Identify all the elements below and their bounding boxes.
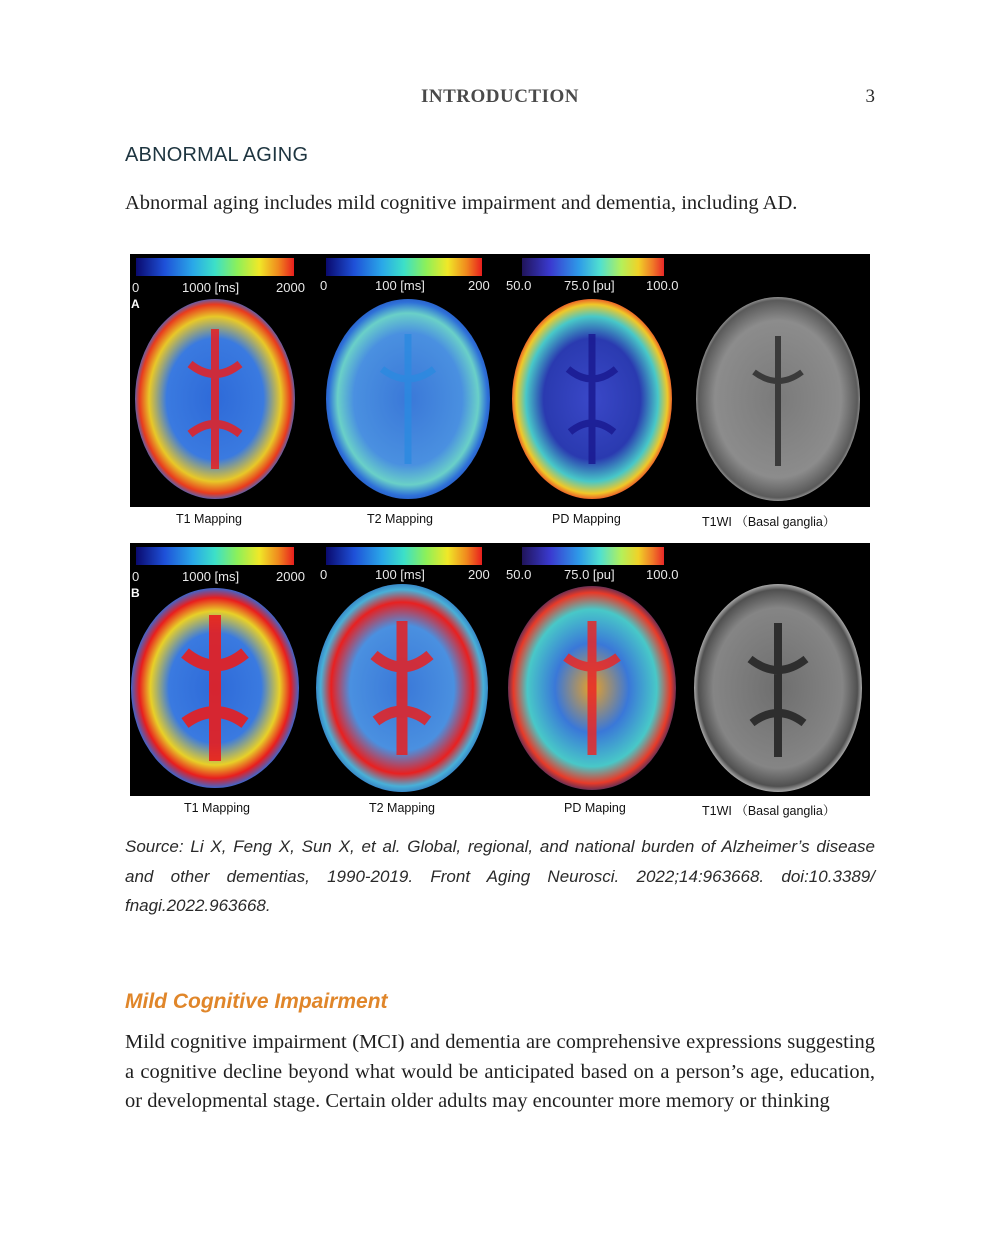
scale-pd-min: 50.0	[506, 278, 532, 293]
scale-b-t2-max: 200	[468, 567, 490, 582]
scale-t2-min: 0	[320, 278, 328, 293]
figure-panel-b	[130, 543, 870, 796]
scale-pd-mid: 75.0 [pu]	[564, 278, 615, 293]
subsection-heading: Mild Cognitive Impairment	[125, 990, 388, 1013]
colorbar-pd	[522, 258, 664, 276]
scale-t1-min: 0	[132, 280, 140, 295]
scale-b-pd-min: 50.0	[506, 567, 532, 582]
caption-b-pd: PD Maping	[564, 801, 626, 815]
scale-b-pd-max: 100.0	[646, 567, 679, 582]
scale-t1-mid: 1000 [ms]	[182, 280, 240, 295]
scale-pd-max: 100.0	[646, 278, 679, 293]
scale-b-t2-min: 0	[320, 567, 328, 582]
panel-letter-b: B	[131, 586, 140, 600]
running-title: INTRODUCTION	[420, 86, 580, 107]
page-number: 3	[865, 86, 875, 107]
scale-t2-mid: 100 [ms]	[375, 278, 425, 293]
caption-a-t1: T1 Mapping	[176, 512, 243, 526]
running-header	[0, 86, 1000, 112]
panel-a-graphic	[130, 254, 870, 507]
caption-b-t1: T1 Mapping	[184, 801, 251, 815]
caption-b-t2: T2 Mapping	[369, 801, 436, 815]
panel-b-graphic	[130, 543, 870, 796]
caption-b-t1wi: T1WI （Basal ganglia）	[702, 804, 836, 818]
figure-source-citation: Source: Li X, Feng X, Sun X, et al. Global, regional, and national burden of Alzheimer’s disease and other dementias, 1990-2019. Front Aging Neurosci. 2022;14:963668. doi:10.3389/ fnagi.2022.963668.	[125, 837, 875, 915]
colorbar-pd-b	[522, 547, 664, 565]
figure-panel-a	[130, 254, 870, 507]
section-heading: ABNORMAL AGING	[125, 144, 309, 166]
colorbar-t2	[326, 258, 482, 276]
scale-b-t2-mid: 100 [ms]	[375, 567, 425, 582]
colorbar-t1-b	[136, 547, 294, 565]
caption-row-b	[130, 799, 870, 819]
scale-b-t1-max: 2000	[276, 569, 305, 584]
scale-b-t1-mid: 1000 [ms]	[182, 569, 240, 584]
panel-letter-a: A	[131, 297, 140, 311]
colorbar-t2-b	[326, 547, 482, 565]
mri-figure	[130, 254, 870, 816]
scale-b-t1-min: 0	[132, 569, 140, 584]
intro-paragraph: Abnormal aging includes mild cognitive impairment and dementia, including AD.	[125, 192, 798, 214]
caption-a-pd: PD Mapping	[552, 512, 621, 526]
colorbar-t1	[136, 258, 294, 276]
scale-t1-max: 2000	[276, 280, 305, 295]
caption-row-a	[130, 510, 870, 530]
caption-a-t1wi: T1WI （Basal ganglia）	[702, 515, 836, 529]
scale-t2-max: 200	[468, 278, 490, 293]
scale-b-pd-mid: 75.0 [pu]	[564, 567, 615, 582]
caption-a-t2: T2 Mapping	[367, 512, 434, 526]
body-paragraph: Mild cognitive impairment (MCI) and dementia are comprehensive expressions suggesting a cognitive decline beyond what would be anticipated based on a person’s age, education, or developmental stage. Certain older adults may encounter more memory or thinking	[125, 1031, 875, 1113]
